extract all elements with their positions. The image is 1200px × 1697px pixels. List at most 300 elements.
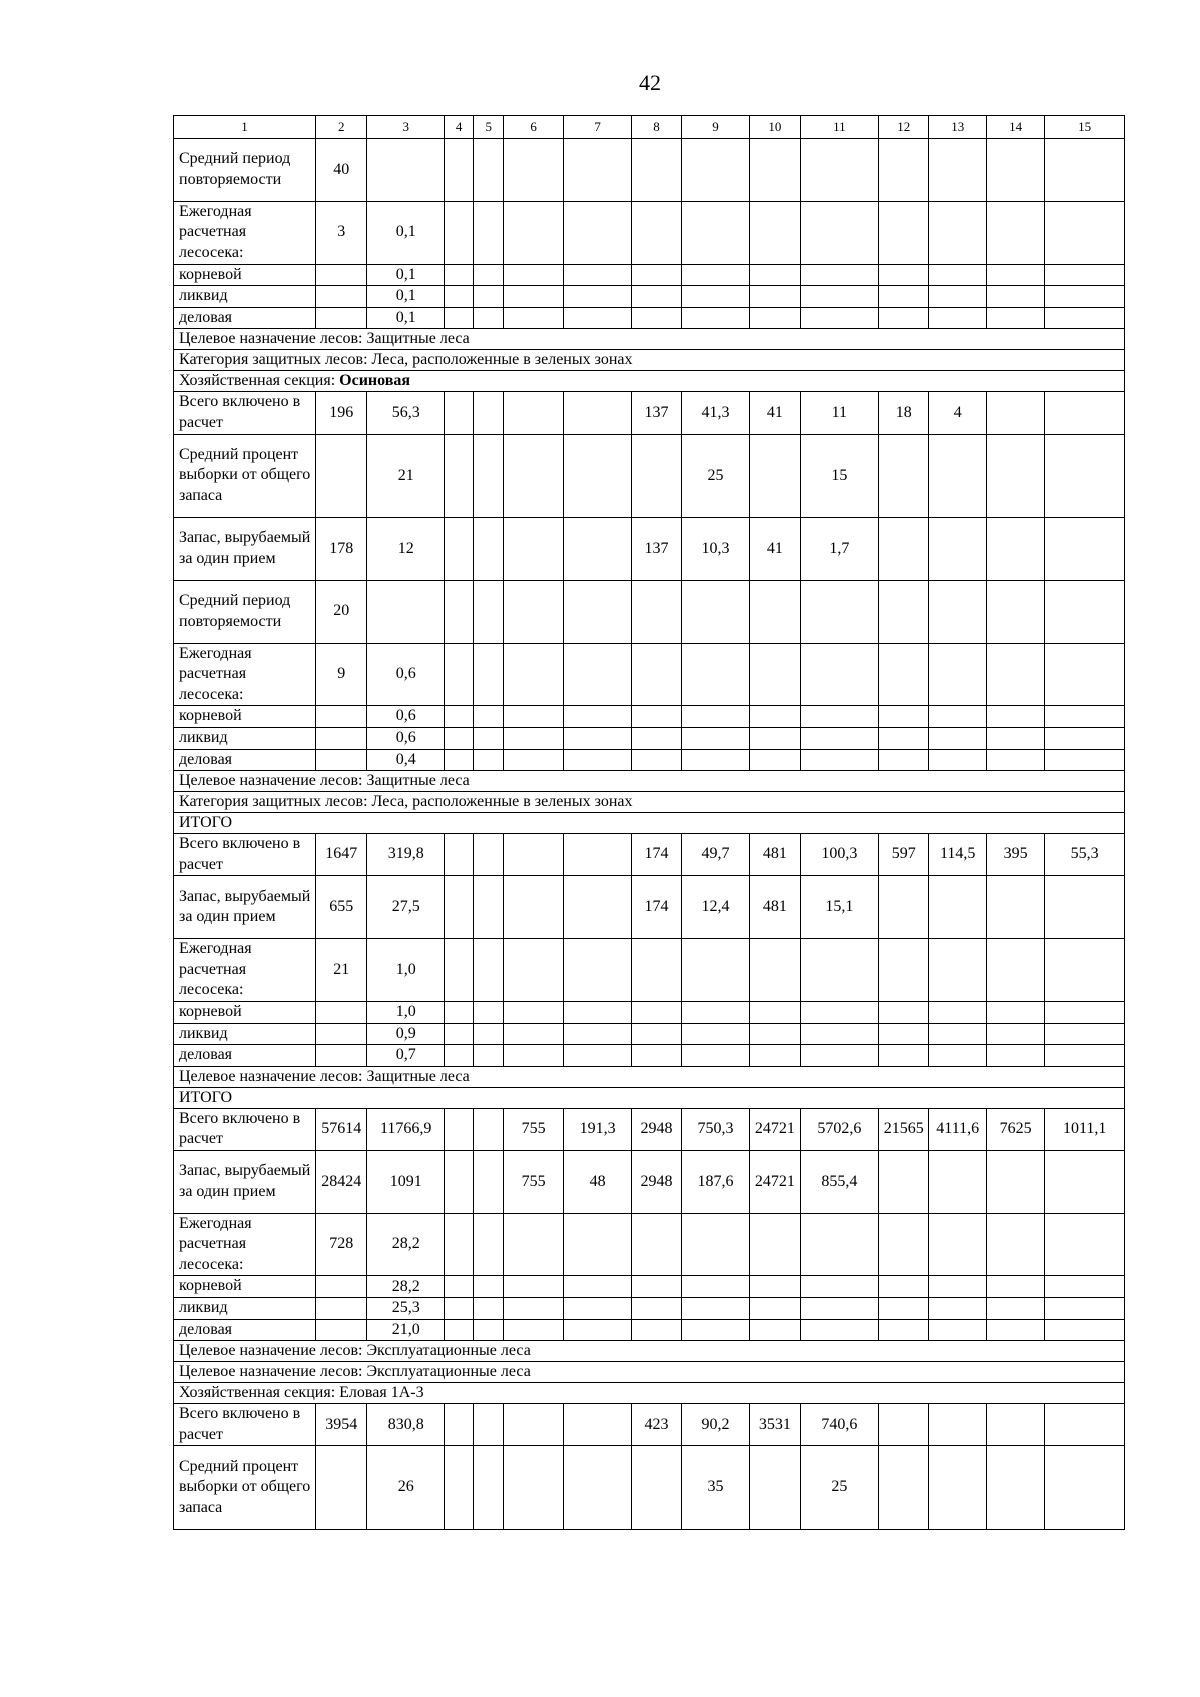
table-cell xyxy=(986,876,1044,939)
table-cell: 1,0 xyxy=(367,1001,445,1023)
table-cell xyxy=(563,1023,632,1045)
table-cell xyxy=(986,201,1044,264)
table-cell xyxy=(504,580,563,643)
table-cell xyxy=(563,939,632,1002)
table-cell xyxy=(632,749,681,771)
table-cell xyxy=(632,1276,681,1298)
section-row xyxy=(174,329,1125,350)
table-cell xyxy=(632,1023,681,1045)
table-cell: 21 xyxy=(316,939,367,1002)
table-cell xyxy=(986,939,1044,1002)
table-cell: 25 xyxy=(681,434,750,517)
row-label: Запас, вырубаемый за один прием xyxy=(174,876,316,939)
table-cell xyxy=(750,1001,800,1023)
table-cell xyxy=(504,1446,563,1529)
column-number-row xyxy=(174,116,1125,139)
table-cell xyxy=(800,139,879,202)
table-cell xyxy=(681,1001,750,1023)
table-cell xyxy=(444,517,473,580)
column-number-1: 1 xyxy=(174,116,316,139)
section-heading xyxy=(174,329,1125,350)
table-cell xyxy=(474,834,504,876)
table-row xyxy=(174,1404,1125,1446)
table-row xyxy=(174,1446,1125,1529)
table-cell xyxy=(1045,939,1125,1002)
section-row xyxy=(174,1362,1125,1383)
table-cell xyxy=(444,264,473,286)
table-cell: 655 xyxy=(316,876,367,939)
table-cell xyxy=(1045,1213,1125,1276)
row-label: деловая xyxy=(174,1319,316,1341)
table-row xyxy=(174,286,1125,308)
table-cell xyxy=(929,1023,986,1045)
table-cell xyxy=(986,392,1044,434)
section-text: Категория защитных лесов: Леса, расположенные в зеленых зонах xyxy=(179,793,633,811)
table-cell: 1091 xyxy=(367,1150,445,1213)
table-cell xyxy=(444,1213,473,1276)
table-cell: 0,7 xyxy=(367,1045,445,1067)
table-cell xyxy=(929,1213,986,1276)
table-cell: 178 xyxy=(316,517,367,580)
table-cell: 191,3 xyxy=(563,1108,632,1150)
table-cell xyxy=(929,1298,986,1320)
table-cell xyxy=(929,1276,986,1298)
table-cell: 597 xyxy=(879,834,929,876)
table-cell xyxy=(474,939,504,1002)
table-cell xyxy=(800,1001,879,1023)
table-cell xyxy=(504,1404,563,1446)
table-cell: 755 xyxy=(504,1108,563,1150)
table-cell xyxy=(750,286,800,308)
table-cell: 1647 xyxy=(316,834,367,876)
table-cell xyxy=(1045,706,1125,728)
table-cell xyxy=(879,517,929,580)
table-cell xyxy=(444,1446,473,1529)
table-cell xyxy=(929,201,986,264)
section-text: Хозяйственная секция: xyxy=(179,372,340,390)
section-row xyxy=(174,1087,1125,1108)
table-cell xyxy=(316,749,367,771)
table-cell xyxy=(879,1446,929,1529)
table-cell xyxy=(800,727,879,749)
table-cell xyxy=(504,1298,563,1320)
table-cell xyxy=(986,643,1044,706)
table-cell: 48 xyxy=(563,1150,632,1213)
table-cell xyxy=(474,1319,504,1341)
table-cell xyxy=(632,727,681,749)
row-label: деловая xyxy=(174,307,316,329)
row-label: Запас, вырубаемый за один прием xyxy=(174,517,316,580)
table-cell xyxy=(681,706,750,728)
table-row xyxy=(174,1298,1125,1320)
table-cell xyxy=(986,307,1044,329)
table-cell: 187,6 xyxy=(681,1150,750,1213)
table-cell: 1,7 xyxy=(800,517,879,580)
table-cell xyxy=(632,139,681,202)
table-cell xyxy=(504,517,563,580)
table-cell: 2948 xyxy=(632,1108,681,1150)
table-cell xyxy=(474,139,504,202)
row-label: деловая xyxy=(174,1045,316,1067)
table-cell: 1011,1 xyxy=(1045,1108,1125,1150)
table-cell: 28,2 xyxy=(367,1213,445,1276)
table-cell xyxy=(316,286,367,308)
table-cell xyxy=(632,706,681,728)
table-cell xyxy=(632,264,681,286)
table-cell xyxy=(986,580,1044,643)
table-cell xyxy=(1045,307,1125,329)
table-cell: 3954 xyxy=(316,1404,367,1446)
table-cell xyxy=(474,517,504,580)
table-cell xyxy=(681,139,750,202)
column-number-10: 10 xyxy=(750,116,800,139)
row-label: Всего включено в расчет xyxy=(174,834,316,876)
section-text: Целевое назначение лесов: Защитные леса xyxy=(179,1067,470,1085)
table-cell: 9 xyxy=(316,643,367,706)
row-label: Средний период повторяемости xyxy=(174,580,316,643)
section-text: Категория защитных лесов: Леса, расположенные в зеленых зонах xyxy=(179,351,633,369)
section-text: ИТОГО xyxy=(179,1088,233,1106)
column-number-14: 14 xyxy=(986,116,1044,139)
table-cell xyxy=(316,1023,367,1045)
table-row xyxy=(174,1213,1125,1276)
table-cell: 21 xyxy=(367,434,445,517)
table-cell xyxy=(879,201,929,264)
table-cell xyxy=(444,1023,473,1045)
table-cell xyxy=(563,264,632,286)
table-cell xyxy=(879,643,929,706)
table-cell xyxy=(879,1023,929,1045)
table-cell xyxy=(929,1045,986,1067)
table-cell xyxy=(474,307,504,329)
table-row xyxy=(174,517,1125,580)
table-cell xyxy=(504,139,563,202)
table-cell xyxy=(879,434,929,517)
table-cell xyxy=(1045,1045,1125,1067)
table-cell xyxy=(986,139,1044,202)
table-cell xyxy=(681,201,750,264)
table-cell xyxy=(504,1319,563,1341)
section-heading xyxy=(174,1341,1125,1362)
table-cell xyxy=(474,1298,504,1320)
table-cell xyxy=(316,307,367,329)
table-cell xyxy=(504,264,563,286)
table-cell xyxy=(504,1023,563,1045)
section-text: Хозяйственная секция: Еловая 1А-3 xyxy=(179,1384,424,1402)
table-cell xyxy=(316,1298,367,1320)
table-cell xyxy=(444,580,473,643)
row-label: ликвид xyxy=(174,1298,316,1320)
table-cell xyxy=(879,749,929,771)
column-number-7: 7 xyxy=(563,116,632,139)
row-label: Всего включено в расчет xyxy=(174,392,316,434)
table-cell: 27,5 xyxy=(367,876,445,939)
table-cell: 24721 xyxy=(750,1150,800,1213)
column-number-13: 13 xyxy=(929,116,986,139)
section-row xyxy=(174,813,1125,834)
table-cell xyxy=(1045,201,1125,264)
table-cell xyxy=(474,749,504,771)
table-cell xyxy=(563,727,632,749)
table-cell xyxy=(563,643,632,706)
table-cell xyxy=(681,1023,750,1045)
table-cell xyxy=(504,201,563,264)
table-cell: 41 xyxy=(750,392,800,434)
section-name-bold: Осиновая xyxy=(339,372,411,390)
table-cell: 0,9 xyxy=(367,1023,445,1045)
row-label: корневой xyxy=(174,264,316,286)
table-cell: 55,3 xyxy=(1045,834,1125,876)
table-cell xyxy=(681,286,750,308)
table-cell xyxy=(563,434,632,517)
table-cell: 750,3 xyxy=(681,1108,750,1150)
table-row xyxy=(174,1045,1125,1067)
table-cell xyxy=(563,1001,632,1023)
table-cell xyxy=(474,392,504,434)
table-row xyxy=(174,1276,1125,1298)
table-cell xyxy=(474,1276,504,1298)
table-cell: 20 xyxy=(316,580,367,643)
table-row xyxy=(174,876,1125,939)
table-cell xyxy=(986,264,1044,286)
table-cell: 0,1 xyxy=(367,264,445,286)
table-cell: 35 xyxy=(681,1446,750,1529)
table-cell xyxy=(750,1213,800,1276)
section-heading xyxy=(174,813,1125,834)
table-cell xyxy=(474,1446,504,1529)
table-cell: 11 xyxy=(800,392,879,434)
table-cell xyxy=(1045,1298,1125,1320)
table-cell xyxy=(474,286,504,308)
row-label: корневой xyxy=(174,1276,316,1298)
row-label: ликвид xyxy=(174,286,316,308)
table-cell xyxy=(474,876,504,939)
table-cell xyxy=(681,1276,750,1298)
table-row xyxy=(174,749,1125,771)
table-cell xyxy=(681,939,750,1002)
table-cell xyxy=(929,1001,986,1023)
column-number-5: 5 xyxy=(474,116,504,139)
table-cell xyxy=(750,264,800,286)
table-cell xyxy=(444,706,473,728)
table-cell xyxy=(474,201,504,264)
table-cell xyxy=(632,1213,681,1276)
row-label: Всего включено в расчет xyxy=(174,1108,316,1150)
column-number-15: 15 xyxy=(1045,116,1125,139)
table-cell: 0,1 xyxy=(367,286,445,308)
table-cell xyxy=(681,749,750,771)
table-cell xyxy=(474,580,504,643)
section-heading xyxy=(174,350,1125,371)
table-cell xyxy=(929,1404,986,1446)
table-cell: 740,6 xyxy=(800,1404,879,1446)
table-cell xyxy=(474,643,504,706)
table-cell xyxy=(474,1023,504,1045)
table-cell xyxy=(986,1404,1044,1446)
table-cell xyxy=(504,749,563,771)
section-heading xyxy=(174,792,1125,813)
section-heading xyxy=(174,1087,1125,1108)
table-cell xyxy=(800,264,879,286)
table-cell xyxy=(444,749,473,771)
section-row xyxy=(174,1383,1125,1404)
table-cell: 15 xyxy=(800,434,879,517)
table-cell: 25,3 xyxy=(367,1298,445,1320)
column-number-8: 8 xyxy=(632,116,681,139)
table-cell xyxy=(750,706,800,728)
table-row xyxy=(174,434,1125,517)
table-cell xyxy=(444,1108,473,1150)
table-cell xyxy=(504,1213,563,1276)
table-cell xyxy=(986,1001,1044,1023)
table-cell xyxy=(632,643,681,706)
table-cell: 174 xyxy=(632,876,681,939)
table-cell xyxy=(367,139,445,202)
table-row xyxy=(174,392,1125,434)
table-cell xyxy=(800,307,879,329)
table-cell xyxy=(444,939,473,1002)
table-cell: 90,2 xyxy=(681,1404,750,1446)
section-row xyxy=(174,792,1125,813)
section-heading xyxy=(174,1383,1125,1404)
column-number-11: 11 xyxy=(800,116,879,139)
table-cell: 25 xyxy=(800,1446,879,1529)
table-cell xyxy=(750,1319,800,1341)
table-cell xyxy=(563,1213,632,1276)
table-cell xyxy=(563,1446,632,1529)
table-cell xyxy=(986,1045,1044,1067)
table-cell xyxy=(879,1276,929,1298)
table-cell xyxy=(316,727,367,749)
table-cell xyxy=(474,1404,504,1446)
table-cell xyxy=(1045,749,1125,771)
table-cell xyxy=(986,749,1044,771)
table-cell xyxy=(929,139,986,202)
table-cell xyxy=(800,939,879,1002)
table-cell xyxy=(632,939,681,1002)
table-cell xyxy=(632,1298,681,1320)
table-cell xyxy=(879,264,929,286)
table-cell xyxy=(316,1319,367,1341)
table-cell xyxy=(929,706,986,728)
table-cell: 15,1 xyxy=(800,876,879,939)
table-cell xyxy=(750,434,800,517)
table-cell xyxy=(750,1298,800,1320)
table-cell xyxy=(879,1045,929,1067)
forest-allowance-table xyxy=(173,115,1125,1530)
table-cell xyxy=(929,517,986,580)
table-cell xyxy=(316,1045,367,1067)
table-cell xyxy=(444,201,473,264)
table-cell xyxy=(444,1298,473,1320)
table-cell xyxy=(444,392,473,434)
table-cell xyxy=(800,749,879,771)
table-cell xyxy=(444,1001,473,1023)
table-cell xyxy=(1045,1276,1125,1298)
table-cell xyxy=(1045,1404,1125,1446)
table-cell xyxy=(444,643,473,706)
table-cell: 26 xyxy=(367,1446,445,1529)
table-cell xyxy=(929,286,986,308)
table-cell: 57614 xyxy=(316,1108,367,1150)
table-cell xyxy=(681,1319,750,1341)
table-cell xyxy=(929,1319,986,1341)
table-cell xyxy=(474,264,504,286)
table-cell xyxy=(444,1150,473,1213)
table-cell xyxy=(879,1001,929,1023)
table-cell xyxy=(800,1213,879,1276)
table-cell xyxy=(563,1298,632,1320)
table-cell: 114,5 xyxy=(929,834,986,876)
table-row xyxy=(174,264,1125,286)
table-cell xyxy=(1045,1446,1125,1529)
table-cell xyxy=(1045,264,1125,286)
table-cell xyxy=(316,1446,367,1529)
table-cell xyxy=(563,706,632,728)
table-cell xyxy=(986,1319,1044,1341)
table-cell: 56,3 xyxy=(367,392,445,434)
table-cell xyxy=(800,1045,879,1067)
column-number-12: 12 xyxy=(879,116,929,139)
table-cell xyxy=(444,286,473,308)
table-cell: 18 xyxy=(879,392,929,434)
table-cell xyxy=(504,286,563,308)
table-cell xyxy=(929,727,986,749)
table-cell xyxy=(632,434,681,517)
row-label: Средний период повторяемости xyxy=(174,139,316,202)
table-cell xyxy=(444,727,473,749)
table-cell: 49,7 xyxy=(681,834,750,876)
table-cell xyxy=(800,1276,879,1298)
table-cell xyxy=(1045,643,1125,706)
table-cell xyxy=(681,264,750,286)
table-cell: 0,1 xyxy=(367,201,445,264)
section-heading xyxy=(174,771,1125,792)
table-cell xyxy=(563,580,632,643)
table-cell xyxy=(367,580,445,643)
table-cell xyxy=(444,139,473,202)
row-label: корневой xyxy=(174,1001,316,1023)
table-cell xyxy=(800,1298,879,1320)
table-cell xyxy=(632,1446,681,1529)
table-cell xyxy=(800,286,879,308)
table-cell xyxy=(879,706,929,728)
table-cell xyxy=(632,201,681,264)
table-cell xyxy=(632,1045,681,1067)
table-cell: 0,6 xyxy=(367,727,445,749)
table-cell xyxy=(681,643,750,706)
table-cell xyxy=(750,201,800,264)
table-cell xyxy=(929,1150,986,1213)
table-cell xyxy=(563,286,632,308)
section-row xyxy=(174,771,1125,792)
table-cell xyxy=(1045,876,1125,939)
table-cell xyxy=(1045,1319,1125,1341)
table-cell xyxy=(316,1001,367,1023)
table-cell: 10,3 xyxy=(681,517,750,580)
table-cell xyxy=(316,1276,367,1298)
table-cell xyxy=(563,517,632,580)
table-cell: 137 xyxy=(632,517,681,580)
table-cell xyxy=(632,1001,681,1023)
table-cell xyxy=(929,643,986,706)
table-cell xyxy=(504,1001,563,1023)
table-cell: 28,2 xyxy=(367,1276,445,1298)
table-cell xyxy=(681,1298,750,1320)
section-text: Целевое назначение лесов: Эксплуатационные леса xyxy=(179,1342,531,1360)
row-label: Ежегодная расчетная лесосека: xyxy=(174,643,316,706)
table-row xyxy=(174,1023,1125,1045)
